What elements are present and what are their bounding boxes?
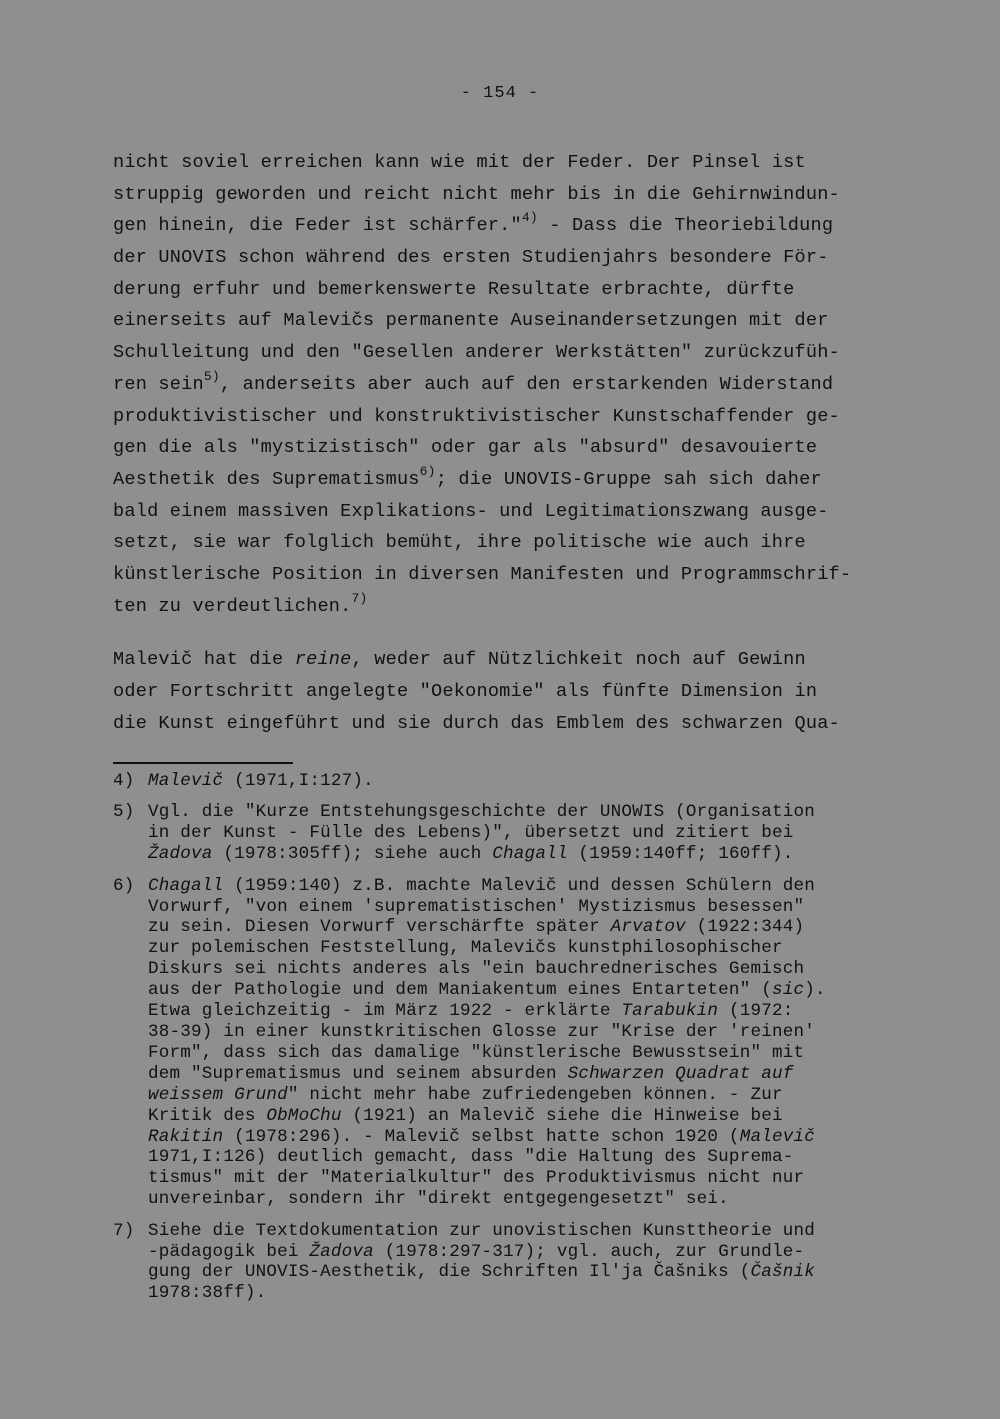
footnote-segment: zur polemischen Feststellung, Malevičs kunstphilosophischer — [148, 938, 783, 959]
text-line: der UNOVIS schon während des ersten Studienjahrs besondere För- — [113, 247, 829, 269]
footnote-line — [148, 823, 913, 844]
footnote-line — [148, 1085, 913, 1106]
footnote-segment: dem "Suprematismus und seinem absurden — [148, 1063, 568, 1084]
citation-italic: Tarabukin — [621, 1001, 719, 1022]
footnote-segment: gung der UNOVIS-Aesthetik, die Schriften Il'ja Čašniks ( — [148, 1262, 751, 1283]
footnote-segment: (1921) an Malevič siehe die Hinweise bei — [341, 1105, 783, 1126]
text-line: derung erfuhr und bemerkenswerte Resultate erbrachte, dürfte — [113, 278, 795, 300]
citation-italic: Žadova — [309, 1241, 374, 1262]
footnote — [113, 1221, 913, 1305]
footnote-segment: Form", dass sich das damalige "künstlerische Bewusstsein" mit — [148, 1042, 805, 1063]
footnote-segment: -pädagogik bei — [148, 1241, 310, 1262]
footnote-line — [148, 1221, 913, 1242]
footnote-line — [148, 1189, 913, 1210]
footnotes — [113, 771, 913, 1315]
footnote-segment: Etwa gleichzeitig - im März 1922 - erklärte — [148, 1001, 622, 1022]
footnote-number: 4) — [113, 771, 135, 791]
text-line: bald einem massiven Explikations- und Legitimationszwang ausge- — [113, 500, 829, 522]
footnote-segment: Vgl. die "Kurze Entstehungsgeschichte der UNOWIS (Organisation — [148, 802, 815, 823]
footnote — [113, 876, 913, 1211]
footnote-line — [148, 980, 913, 1001]
citation-italic: ObMoChu — [266, 1105, 342, 1126]
footnote-segment: (1971,I:127). — [223, 771, 374, 791]
footnote-text — [148, 1221, 913, 1305]
citation-italic: Čašnik — [750, 1262, 816, 1283]
citation-italic: Schwarzen Quadrat auf — [567, 1063, 794, 1084]
footnote-ref: 6) — [419, 463, 436, 479]
citation-italic: sic — [771, 980, 805, 1001]
footnote-line — [148, 1127, 913, 1148]
footnote-line — [148, 1043, 913, 1064]
citation-italic: Malevič — [148, 771, 224, 791]
footnote-line — [148, 1106, 913, 1127]
footnote-ref: 4) — [521, 210, 538, 226]
footnote-line — [148, 1147, 913, 1168]
footnote — [113, 802, 913, 865]
footnote-line — [148, 771, 913, 792]
paragraph-2 — [113, 644, 903, 739]
footnote-number: 6) — [113, 875, 135, 896]
footnote-segment: ). — [804, 980, 826, 1001]
footnote-segment: in der Kunst - Fülle des Lebens)", übersetzt und zitiert bei — [148, 823, 794, 844]
footnote-segment: Diskurs sei nichts anderes als "ein bauchrednerisches Gemisch — [148, 959, 805, 980]
footnote-line — [148, 1168, 913, 1189]
citation-italic: Chagall — [148, 875, 224, 896]
footnote-segment: aus der Pathologie und dem Maniakentum eines Entarteten" ( — [148, 980, 772, 1001]
footnote-separator — [113, 762, 293, 764]
footnote-line — [148, 802, 913, 823]
footnote-segment: zu sein. Diesen Vorwurf verschärfte später — [148, 917, 611, 938]
footnote-line — [148, 1001, 913, 1022]
body-text — [113, 147, 903, 739]
paragraph-gap — [113, 622, 903, 644]
footnote-number: 7) — [113, 1220, 135, 1241]
footnote-line — [148, 876, 913, 897]
text-line: produktivistischer und konstruktivistischer Kunstschaffender ge- — [113, 405, 840, 427]
text-line: Schulleitung und den "Gesellen anderer Werkstätten" zurückzufüh- — [113, 342, 840, 364]
footnote-segment: (1959:140) z.B. machte Malevič und dessen Schülern den — [223, 875, 816, 896]
text-line: setzt, sie war folglich bemüht, ihre politische wie auch ihre — [113, 532, 806, 554]
text-line: die Kunst eingeführt und sie durch das Emblem des schwarzen Qua- — [113, 712, 840, 734]
citation-italic: Chagall — [492, 844, 568, 865]
text-line: gen hinein, die Feder ist schärfer."$^{4)}$ - Dass die Theoriebildung — [113, 210, 834, 237]
footnote-line — [148, 959, 913, 980]
footnote-text — [148, 802, 913, 865]
footnote-text — [148, 771, 913, 792]
footnote-line — [148, 917, 913, 938]
text-line: künstlerische Position in diversen Manifesten und Programmschrif- — [113, 563, 852, 585]
footnote-ref: 5) — [203, 368, 220, 384]
footnote-segment: Kritik des — [148, 1105, 267, 1126]
footnote-segment: 1978:38ff). — [148, 1283, 267, 1304]
text-line: nicht soviel erreichen kann wie mit der Feder. Der Pinsel ist — [113, 152, 806, 173]
footnote-segment: (1978:296). - Malevič selbst hatte schon 1920 ( — [223, 1126, 740, 1147]
text-line: struppig geworden und reicht nicht mehr bis in die Gehirnwindun- — [113, 183, 840, 205]
footnote-segment: 1971,I:126) deutlich gemacht, dass "die Haltung des Suprema- — [148, 1147, 794, 1168]
footnote-line — [148, 1022, 913, 1043]
citation-italic: weissem Grund — [148, 1084, 288, 1105]
text-line: Aesthetik des Suprematismus$^{6)}$; die UNOVIS-Gruppe sah sich daher — [113, 463, 822, 490]
footnote-segment: (1978:297-317); vgl. auch, zur Grundle- — [373, 1241, 805, 1262]
text-line: ren sein$^{5)}$, anderseits aber auch auf den erstarkenden Widerstand — [113, 368, 834, 395]
footnote-segment: unvereinbar, sondern ihr "direkt entgegengesetzt" sei. — [148, 1189, 729, 1210]
citation-italic: Arvatov — [610, 917, 686, 938]
footnote-line — [148, 1064, 913, 1085]
footnote-segment: (1978:305ff); siehe auch — [212, 844, 493, 865]
footnote-segment: 38-39) in einer kunstkritischen Glosse zur "Krise der 'reinen' — [148, 1021, 815, 1042]
footnote-segment: Siehe die Textdokumentation zur unovistischen Kunsttheorie und — [148, 1220, 815, 1241]
footnote-text — [148, 876, 913, 1211]
footnote-segment: (1922:344) — [685, 917, 805, 938]
footnote-ref: 7) — [351, 590, 368, 606]
footnote-line — [148, 938, 913, 959]
footnote-line — [148, 897, 913, 918]
text-line: Malevič hat die reine, weder auf Nützlichkeit noch auf Gewinn — [113, 649, 806, 671]
footnote-line — [148, 844, 913, 865]
text-line: gen die als "mystizistisch" oder gar als "absurd" desavouierte — [113, 437, 818, 459]
text-line: einerseits auf Malevičs permanente Auseinandersetzungen mit der — [113, 310, 829, 332]
footnote-segment: (1959:140ff; 160ff). — [567, 844, 794, 865]
paragraph-1 — [113, 147, 903, 622]
footnote-segment: Vorwurf, "von einem 'suprematistischen' Mystizismus besessen" — [148, 896, 805, 917]
text-line: ten zu verdeutlichen.$^{7)}$ — [113, 590, 368, 617]
footnote-line — [148, 1283, 913, 1304]
citation-italic: Malevič — [739, 1126, 816, 1147]
footnote-segment: (1972: — [718, 1001, 794, 1022]
footnote — [113, 771, 913, 792]
footnote-segment: tismus" mit der "Materialkultur" des Produktivismus nicht nur — [148, 1168, 805, 1189]
citation-italic: Rakitin — [148, 1126, 224, 1147]
footnote-number: 5) — [113, 802, 135, 823]
page-number: - 154 - — [460, 84, 540, 103]
footnote-line — [148, 1262, 913, 1283]
text-line: oder Fortschritt angelegte "Oekonomie" als fünfte Dimension in — [113, 681, 818, 702]
citation-italic: Žadova — [148, 844, 213, 865]
footnote-segment: " nicht mehr habe zufriedengeben können. - Zur — [287, 1084, 783, 1105]
footnote-line — [148, 1242, 913, 1263]
